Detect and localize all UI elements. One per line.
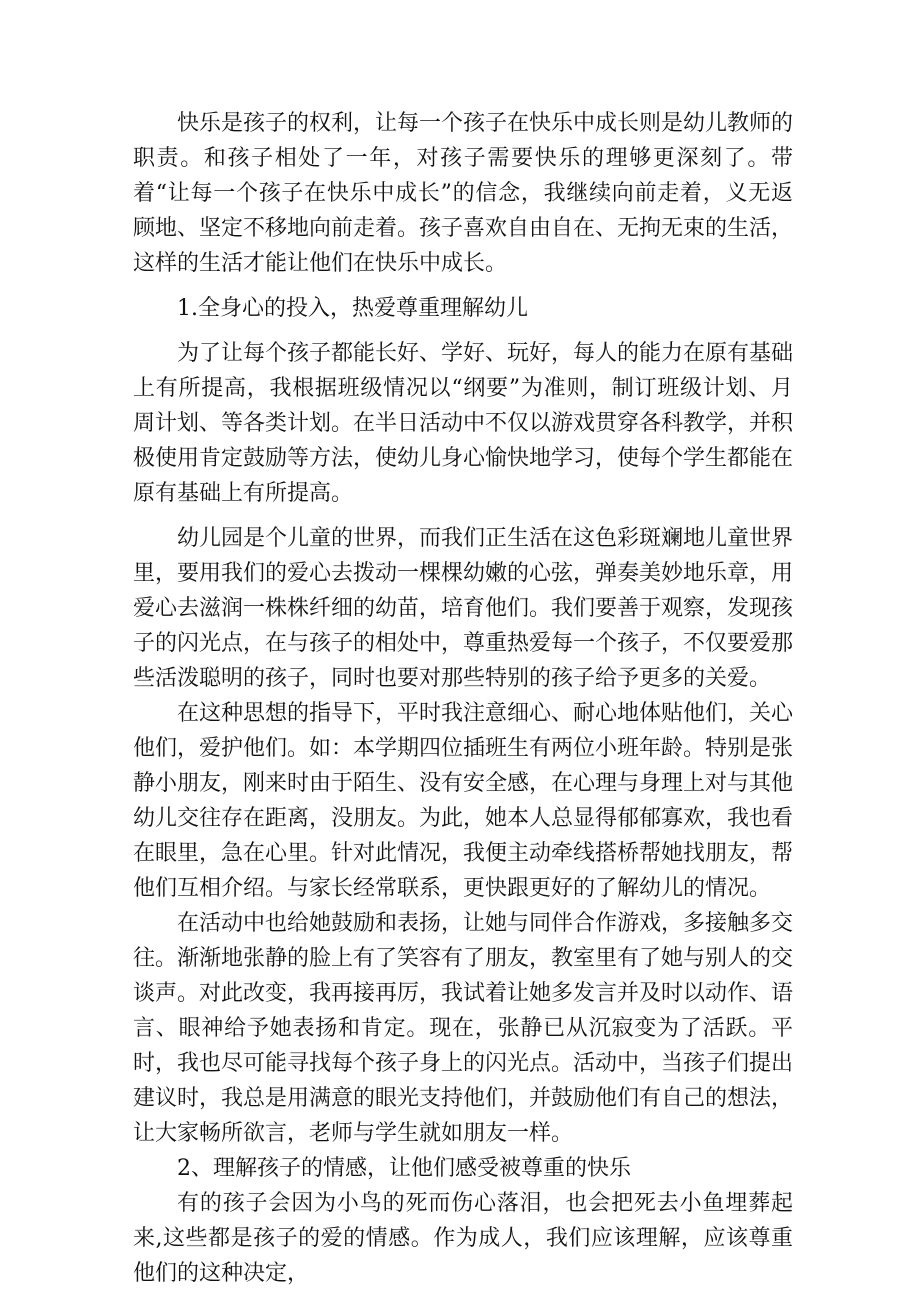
paragraph-kindergarten-world: 幼儿园是个儿童的世界，而我们正生活在这色彩斑斓地儿童世界里，要用我们的爱心去拨动一棵棵幼嫩的心弦，弹奏美妙地乐章，用爱心去滋润一株株纤细的幼苗，培育他们。我们要善于观察，发现孩子的闪光点，在与孩子的相处中，尊重热爱每一个孩子，不仅要爱那些活泼聪明的孩子，同时也要对那些特别的孩子给予更多的关爱。 xyxy=(133,526,794,691)
paragraph-intro: 快乐是孩子的权利，让每一个孩子在快乐中成长则是幼儿教师的职责。和孩子相处了一年，对孩子需要快乐的理够更深刻了。带着“让每一个孩子在快乐中成长”的信念，我继续向前走着，义无返顾地、坚定不移地向前走着。孩子喜欢自由自在、无拘无束的生活，这样的生活才能让他们在快乐中成长。 xyxy=(133,111,794,276)
paragraph-emotions: 有的孩子会因为小鸟的死而伤心落泪，也会把死去小鱼埋葬起来,这些都是孩子的爱的情感。作为成人，我们应该理解，应该尊重他们的这种决定， xyxy=(133,1191,793,1286)
document-body xyxy=(133,106,793,1291)
paragraph-encouragement: 在活动中也给她鼓励和表扬，让她与同伴合作游戏，多接触多交往。渐渐地张静的脸上有了笑容有了朋友，教室里有了她与别人的交谈声。对此改变，我再接再厉，我试着让她多发言并及时以动作、语言、眼神给予她表扬和肯定。现在，张静已从沉寂变为了活跃。平时，我也尽可能寻找每个孩子身上的闪光点。活动中，当孩子们提出建议时，我总是用满意的眼光支持他们，并鼓励他们有自己的想法，让大家畅所欲言，老师与学生就如朋友一样。 xyxy=(133,911,794,1146)
paragraph-care-example: 在这种思想的指导下，平时我注意细心、耐心地体贴他们，关心他们，爱护他们。如：本学期四位插班生有两位小班年龄。特别是张静小朋友，刚来时由于陌生、没有安全感，在心理与身理上对与其他幼儿交往存在距离，没朋友。为此，她本人总显得郁郁寡欢，我也看在眼里，急在心里。针对此情况，我便主动牵线搭桥帮她找朋友，帮他们互相介绍。与家长经常联系，更快跟更好的了解幼儿的情况。 xyxy=(133,701,794,901)
section-heading-2: 2、理解孩子的情感，让他们感受被尊重的快乐 xyxy=(177,1156,631,1181)
section-heading-1: 1.全身心的投入，热爱尊重理解幼儿 xyxy=(177,296,528,321)
paragraph-planning: 为了让每个孩子都能长好、学好、玩好，每人的能力在原有基础上有所提高，我根据班级情况以“纲要”为准则，制订班级计划、月周计划、等各类计划。在半日活动中不仅以游戏贯穿各科教学，并积极使用肯定鼓励等方法，使幼儿身心愉快地学习，使每个学生都能在原有基础上有所提高。 xyxy=(133,341,794,506)
